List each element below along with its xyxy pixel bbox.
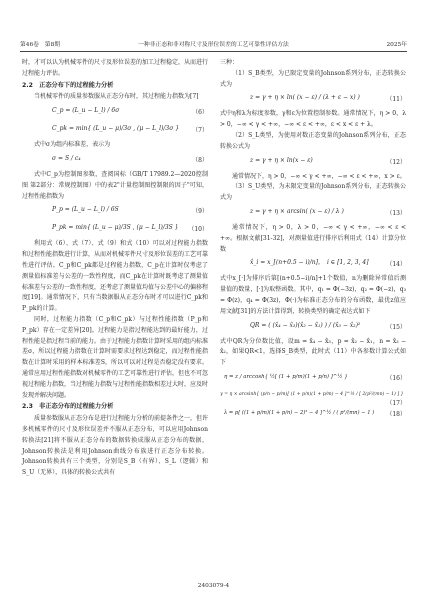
equation-body: σ = S / c₄ xyxy=(52,154,81,162)
equation-body: P_p = (L_u − L_l) / 6S xyxy=(52,206,119,214)
equation-number: （9） xyxy=(192,208,208,216)
equation-18 xyxy=(220,406,406,423)
section-heading-2-3: 2.3 非正态分布的过程能力分析 xyxy=(22,403,114,411)
running-header xyxy=(20,39,407,51)
equation-number: （8） xyxy=(192,156,208,164)
paragraph: 三种： xyxy=(220,59,239,66)
paragraph: 时，才可以认为机械零件的尺寸及形位误差的加工过程稳定，从而进行过程能力评估。 xyxy=(22,59,209,77)
paragraph: 式中η和λ为标度参数，γ和ε为位置控制参数。通常情况下，η > 0，λ > 0，−∞ < γ < +∞，−∞ < ε < +∞，ε < x < ε + λ。 xyxy=(220,110,406,129)
equation-number: （6） xyxy=(192,109,208,117)
equation-body: z = γ + η × arcsin( (x − ε) / λ ) xyxy=(250,207,344,215)
equation-body: P_pk = min{ (L_u − μ)/3S , (μ − L_l)/3S } xyxy=(52,224,179,232)
equation-body: x̂_i = x_[(n+0.5 − i)/n]， i ∈ [1, 2, 3, 4] xyxy=(250,259,369,267)
equation-number: （13） xyxy=(386,209,406,217)
section-heading-2-2: 2.2 正态分布下的过程能力分析 xyxy=(22,81,114,89)
paragraph: （3）S_U类型，为未限定变量的Johnson系列分布，正态转换公式为 xyxy=(220,183,406,202)
paragraph: 通常情况下，η > 0，λ > 0，−∞ < γ < +∞，−∞ < ε < +∞。根据文献[31-32]，对测量值进行排序后利用式（14）计算分位数 xyxy=(220,223,406,253)
equation-body: z = γ + η × ln( (x − ε) / (λ + ε − x) ) xyxy=(250,94,360,102)
right-column xyxy=(220,58,406,424)
equation-13 xyxy=(220,205,406,222)
paragraph: 式中C_p为控制图参数，查阅国标（GB/T 17989.2—2020控制图 第2部分：常规控制图）中的表2"计量控制图控制限的因子"可知，过程性能指数为 xyxy=(22,170,208,200)
equation-number: （7） xyxy=(192,127,208,135)
paragraph: 式中x_[·]为排序后第[(n+0.5−i)/n]+1个数值，n为删除异常值后测量值的数量，[·]为取整函数。其中，q₁ = Φ(−3z)，q₂ = Φ(−z)，q₃ = Φ(z)，q₄ = Φ(3z)，Φ(·)为标准正态分布的分布函数，最优z值应用文献[31]的方法计算得到，转换类型的确定表达式如下 xyxy=(220,275,406,315)
paragraph: （2）S_L类型，为使用对数正态变量的Johnson系列分布，正态转换公式为 xyxy=(220,131,406,150)
equation-body: C_p = (L_u − L_l) / 6σ xyxy=(52,107,120,115)
header-volume: 第46卷 第8期 xyxy=(20,42,61,48)
equation-number: （10） xyxy=(188,226,208,234)
paragraph: 通常情况下，η > 0，−∞ < γ < +∞，−∞ < ε < +∞，x > ε。 xyxy=(232,172,406,180)
equation-16 xyxy=(220,370,406,387)
paragraph: （1）S_B类型，为已限定变量的Johnson系列分布，正态转换公式为 xyxy=(220,69,406,88)
equation-number: （14） xyxy=(386,261,406,269)
equation-14 xyxy=(220,256,406,273)
left-column xyxy=(22,58,208,479)
equation-6 xyxy=(22,104,208,121)
equation-8 xyxy=(22,152,208,169)
paragraph: 式中QR为分位数比值，设m = x̂₄ − x̂₃，p = x̂₂ − x̂₁，n = x̂₃ − x̂₂，如果QR<1，选择S_B类型，此时式（11）中各参数计算公式如下 xyxy=(220,337,406,367)
equation-number: （18） xyxy=(386,410,406,418)
equation-9 xyxy=(22,203,208,220)
paragraph: 式中σ为组内标准差，表示为 xyxy=(34,141,111,149)
equation-number: （15） xyxy=(386,323,406,331)
equation-number: （16） xyxy=(386,374,406,382)
equation-body: λ = p[ ((1 + p/m)(1 + p/n) − 2)² − 4 ]^½ / ( p²/(mn) − 1 ) xyxy=(224,409,375,416)
paragraph: 同时，过程能力指数（C_p和C_pk）与过程性能指数（P_p和P_pk）存在一定差异[20]。过程能力是指过程能达到的最好能力，过程性能是指过程当前的能力。由于过程能力指数计算时采用的组内标准差σ，所以过程能力指数在计算时需要求过程达到稳定，而过程性能指数在计算时采用的样本标准差S，所以可以对过程是否稳定没有要求。通常应用过程性能指数对机械零件的工艺可靠性进行评估，但也不可忽视过程能力指数，当过程能力指数与过程性能指数相差过大时，应及时发现并解决问题。 xyxy=(22,315,209,399)
equation-number: （11） xyxy=(386,96,406,104)
equation-11 xyxy=(220,91,406,108)
header-year: 2025年 xyxy=(386,42,407,48)
equation-body: γ = η × arcsinh{ (p/n − p/m)[ (1 + p/n)(1 + p/m) − 4 ]^½ / [ 2(p²/(mn) − 1) ] } xyxy=(220,391,404,397)
equation-15 xyxy=(220,319,406,336)
page-number: 2403079-4 xyxy=(197,583,230,589)
equation-body: z = γ + η × ln(x − ε) xyxy=(250,156,313,164)
equation-12 xyxy=(220,154,406,171)
equation-7 xyxy=(22,122,208,139)
paragraph: 当机械零件的质量参数服从正态分布时，其过程能力指数为[7] xyxy=(34,93,199,101)
equation-body: η = z / arccosh{ ½[ (1 + p/m)(1 + p/n) ]^½ } xyxy=(224,373,348,380)
header-paper-title: 一种非正态和非对称尺寸及形位误差的工艺可靠性评估方法 xyxy=(138,42,289,48)
paragraph: 质量参数服从正态分布是进行过程能力分析的前提条件之一，但许多机械零件的尺寸及形位误差并不服从正态分布，可以应用Johnson转换法[21]将不服从正态分布的数据转换成服从正态分布的数据，Johnson转换法是利用Johnson曲线分布族进行正态分布转换。Johnson转换共有三个类型，分别是S_B（有界）、S_L（逻辑）和S_U（无界），具体的转换公式共有 xyxy=(22,415,209,477)
equation-body: QR = ( (x̂₄ − x̂₃)(x̂₂ − x̂₁) ) / (x̂₃ − x̂₂)² xyxy=(250,321,361,329)
header-rule xyxy=(20,51,407,52)
equation-number: （12） xyxy=(386,158,406,166)
equation-10 xyxy=(22,221,208,238)
equation-number: （17） xyxy=(386,399,406,407)
paragraph: 利用式（6）、式（7）、式（9）和式（10）可以对过程能力指数和过程性能指数进行计算，从而对机械零件尺寸及形位误差的工艺可靠性进行评估。C_p和C_pk都是过程能力指数，C_p在计算时仅考虑了测量值标准差与公差的一致性程度，而C_pk在计算时既考虑了测量值标准差与公差的一致性程度，还考虑了测量值均值与公差中心的偏移程度[19]。通常情况下，只有当数据服从正态分布时才可以进行C_pk和P_pk的计算。 xyxy=(22,240,209,313)
equation-body: C_pk = min{ (L_u − μ)/3σ , (μ − L_l)/3σ } xyxy=(52,125,180,133)
equation-17 xyxy=(220,388,406,405)
